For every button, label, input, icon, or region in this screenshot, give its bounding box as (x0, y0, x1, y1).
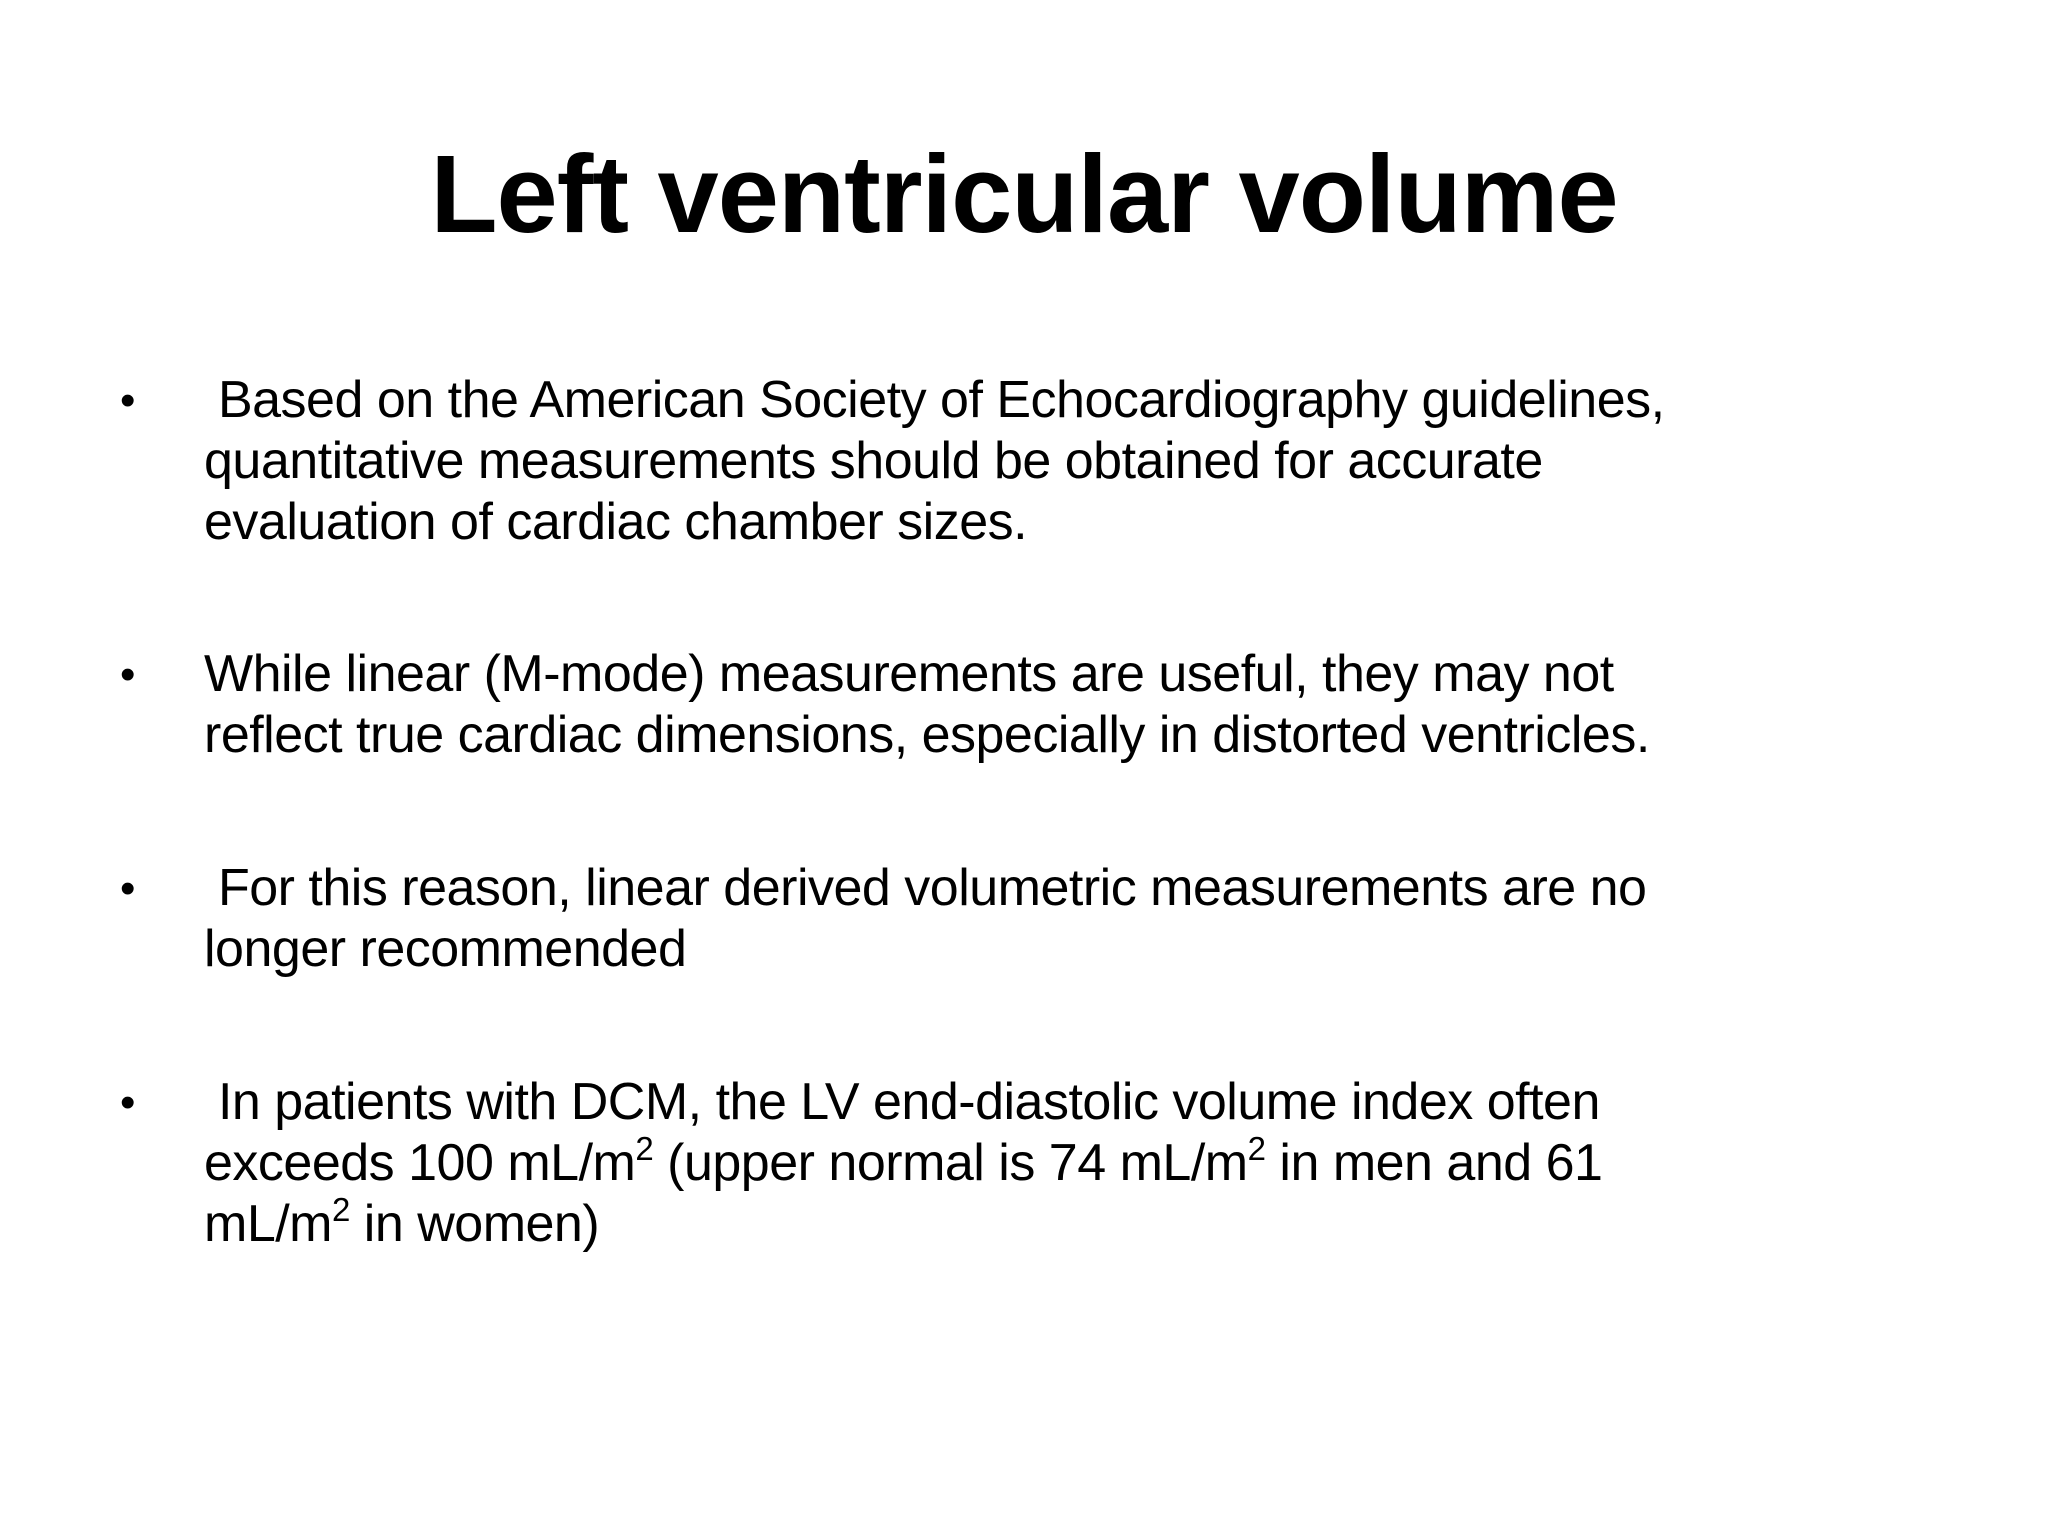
bullet-line: evaluation of cardiac chamber sizes. (204, 493, 1028, 551)
bullet-text (204, 1072, 1924, 1255)
bullet-line: quantitative measurements should be obtained for accurate (204, 432, 1543, 490)
bullet-line (204, 1129, 1924, 1194)
bullet-marker: • (120, 650, 136, 699)
superscript: 2 (332, 1190, 350, 1228)
bullet-line (204, 1190, 1924, 1255)
bullet-line: While linear (M-mode) measurements are useful, they may not (204, 645, 1614, 703)
superscript: 2 (1247, 1129, 1266, 1167)
bullet-text-run: (upper normal is 74 mL/m (653, 1134, 1248, 1192)
bullet-line: For this reason, linear derived volumetric measurements are no (204, 859, 1647, 917)
bullet-line: Based on the American Society of Echocardiography guidelines, (204, 371, 1665, 429)
bullet-marker: • (120, 864, 136, 913)
bullet-text (204, 644, 1924, 766)
bullet-text-run: in men and 61 (1265, 1134, 1603, 1192)
bullet-text-run: mL/m (204, 1195, 332, 1253)
bullet-text (204, 370, 1924, 553)
bullet-text (204, 858, 1924, 980)
bullet-line: reflect true cardiac dimensions, especially in distorted ventricles. (204, 706, 1650, 764)
bullet-text-run: exceeds 100 mL/m (204, 1134, 636, 1192)
bullet-line: longer recommended (204, 920, 687, 978)
superscript: 2 (635, 1129, 654, 1167)
slide-title: Left ventricular volume (430, 133, 1618, 256)
bullet-marker: • (120, 376, 136, 425)
bullet-marker: • (120, 1078, 136, 1127)
bullet-text-run: in women) (349, 1195, 600, 1253)
bullet-line: In patients with DCM, the LV end-diastolic volume index often (204, 1073, 1600, 1131)
